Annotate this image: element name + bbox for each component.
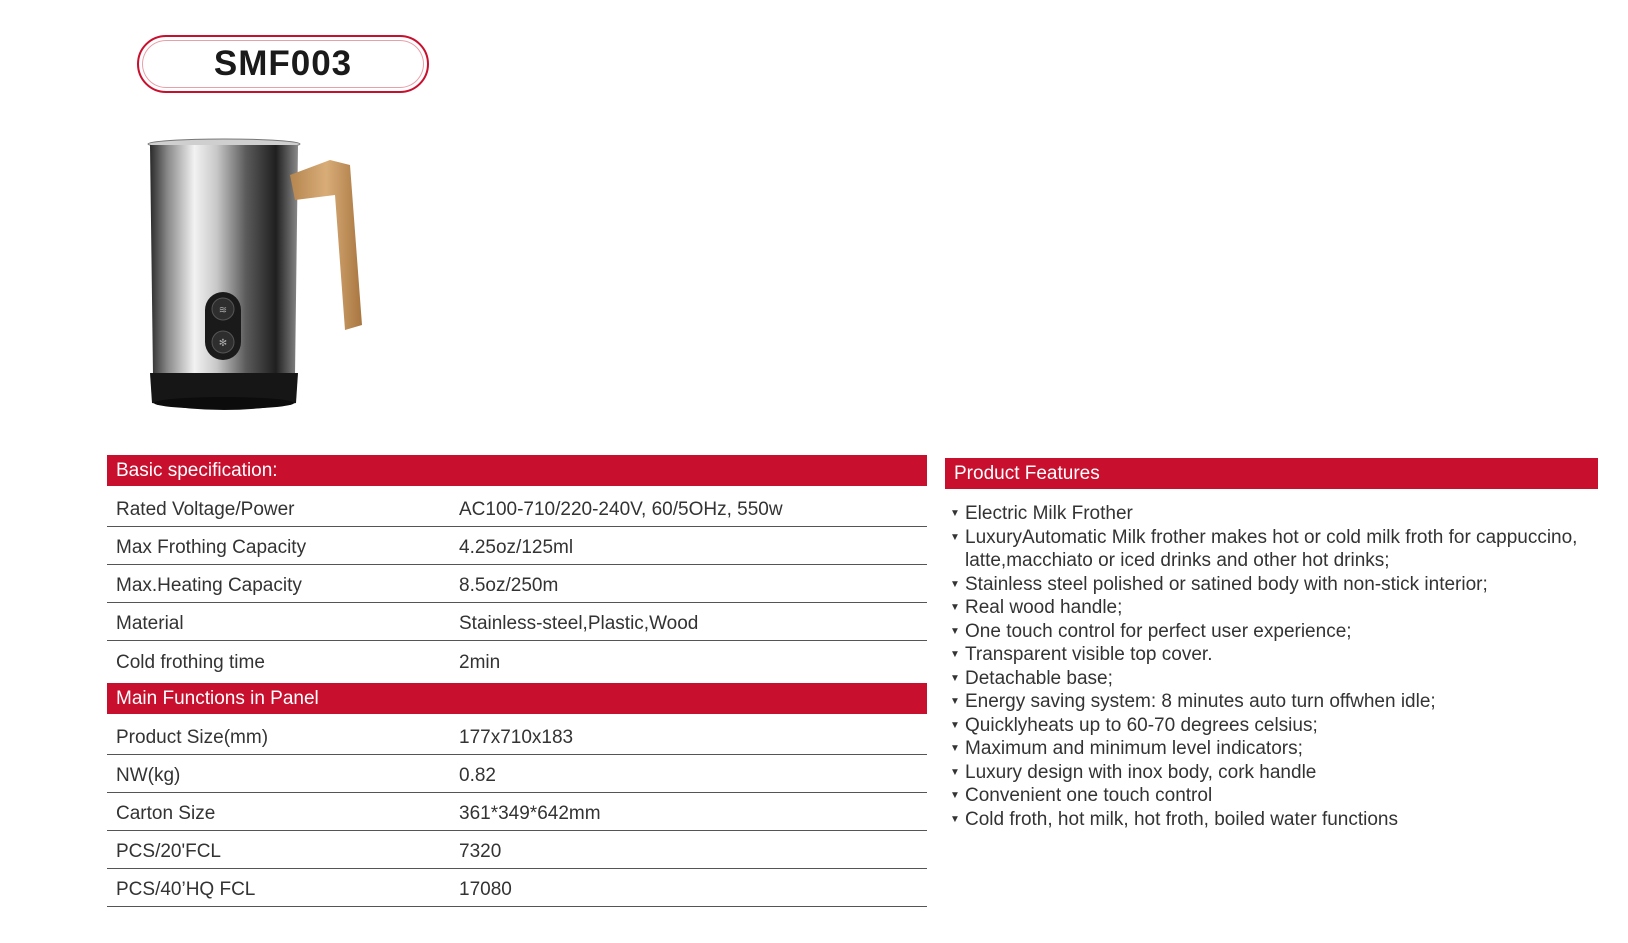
basic-spec-header xyxy=(107,455,927,486)
bullet-icon: ▼ xyxy=(950,790,960,801)
model-badge xyxy=(137,35,429,93)
feature-text: One touch control for perfect user experience; xyxy=(965,620,1352,642)
spec-value: Stainless-steel,Plastic,Wood xyxy=(459,613,699,634)
spec-value: 0.82 xyxy=(459,765,496,786)
list-item xyxy=(947,714,1607,738)
bullet-icon: ▼ xyxy=(950,743,960,754)
feature-text: Cold froth, hot milk, hot froth, boiled water functions xyxy=(965,808,1398,830)
svg-text:≋: ≋ xyxy=(218,305,228,316)
bullet-icon: ▼ xyxy=(950,766,960,778)
spec-row xyxy=(107,717,927,755)
feature-text: LuxuryAutomatic Milk frother makes hot or cold milk froth for cappuccino, latte,macchiato or iced drinks and other hot drinks; xyxy=(965,526,1578,571)
spec-label: NW(kg) xyxy=(116,765,181,786)
list-item xyxy=(947,596,1607,620)
spec-label: Product Size(mm) xyxy=(116,727,269,748)
bullet-icon: ▼ xyxy=(950,578,960,590)
panel-functions-header xyxy=(107,683,927,714)
spec-row xyxy=(107,869,927,907)
basic-spec-header-label: Basic specification: xyxy=(116,459,278,481)
list-item xyxy=(947,620,1607,644)
list-item xyxy=(947,502,1607,526)
spec-label: PCS/20'FCL xyxy=(116,841,222,862)
bullet-icon: ▼ xyxy=(950,602,960,613)
feature-text: Stainless steel polished or satined body with non-stick interior; xyxy=(965,573,1488,595)
feature-text: Convenient one touch control xyxy=(965,785,1213,806)
spec-row xyxy=(107,527,927,565)
list-item xyxy=(947,643,1607,667)
bullet-icon: ▼ xyxy=(950,531,960,543)
svg-text:✻: ✻ xyxy=(218,338,228,349)
spec-label: PCS/40’HQ FCL xyxy=(116,879,256,900)
list-item xyxy=(947,573,1607,597)
spec-row xyxy=(107,565,927,603)
feature-text: Quicklyheats up to 60-70 degrees celsius; xyxy=(965,714,1318,736)
bullet-icon: ▼ xyxy=(950,625,960,637)
spec-row xyxy=(107,489,927,527)
list-item xyxy=(947,737,1607,761)
feature-text: Transparent visible top cover. xyxy=(965,644,1213,665)
model-name: SMF003 xyxy=(213,44,353,83)
spec-label: Material xyxy=(116,613,184,634)
features-list xyxy=(947,502,1607,831)
list-item xyxy=(947,526,1607,573)
spec-row xyxy=(107,755,927,793)
spec-row xyxy=(107,641,927,679)
spec-label: Max Frothing Capacity xyxy=(116,537,307,558)
feature-text: Energy saving system: 8 minutes auto turn offwhen idle; xyxy=(965,691,1436,712)
spec-value: AC100-710/220-240V, 60/5OHz, 550w xyxy=(459,499,783,520)
panel-functions-header-label: Main Functions in Panel xyxy=(116,687,319,709)
list-item xyxy=(947,784,1607,808)
list-item xyxy=(947,761,1607,785)
spec-value: 8.5oz/250m xyxy=(459,575,559,596)
bullet-icon: ▼ xyxy=(950,508,960,519)
spec-label: Rated Voltage/Power xyxy=(116,499,295,520)
spec-row xyxy=(107,793,927,831)
bullet-icon: ▼ xyxy=(950,672,960,684)
list-item xyxy=(947,667,1607,691)
feature-text: Detachable base; xyxy=(965,667,1113,689)
feature-text: Maximum and minimum level indicators; xyxy=(965,738,1303,759)
product-features-header-label: Product Features xyxy=(954,462,1100,484)
spec-value: 361*349*642mm xyxy=(459,803,601,824)
spec-label: Max.Heating Capacity xyxy=(116,575,302,596)
spec-value: 4.25oz/125ml xyxy=(459,537,574,558)
bullet-icon: ▼ xyxy=(950,649,960,660)
spec-label: Cold frothing time xyxy=(116,652,265,673)
product-features-header xyxy=(945,458,1598,489)
spec-row xyxy=(107,831,927,869)
spec-row xyxy=(107,603,927,641)
spec-value: 2min xyxy=(459,652,501,673)
feature-text: Luxury design with inox body, cork handle xyxy=(965,761,1317,783)
bullet-icon: ▼ xyxy=(950,719,960,731)
spec-value: 7320 xyxy=(459,841,502,862)
feature-text: Electric Milk Frother xyxy=(965,503,1133,524)
milk-frother-image xyxy=(140,135,400,435)
bullet-icon: ▼ xyxy=(950,696,960,707)
list-item xyxy=(947,808,1607,832)
spec-label: Carton Size xyxy=(116,803,216,824)
spec-value: 17080 xyxy=(459,879,512,900)
feature-text: Real wood handle; xyxy=(965,597,1123,618)
list-item xyxy=(947,690,1607,714)
spec-value: 177x710x183 xyxy=(459,727,574,748)
bullet-icon: ▼ xyxy=(950,813,960,825)
